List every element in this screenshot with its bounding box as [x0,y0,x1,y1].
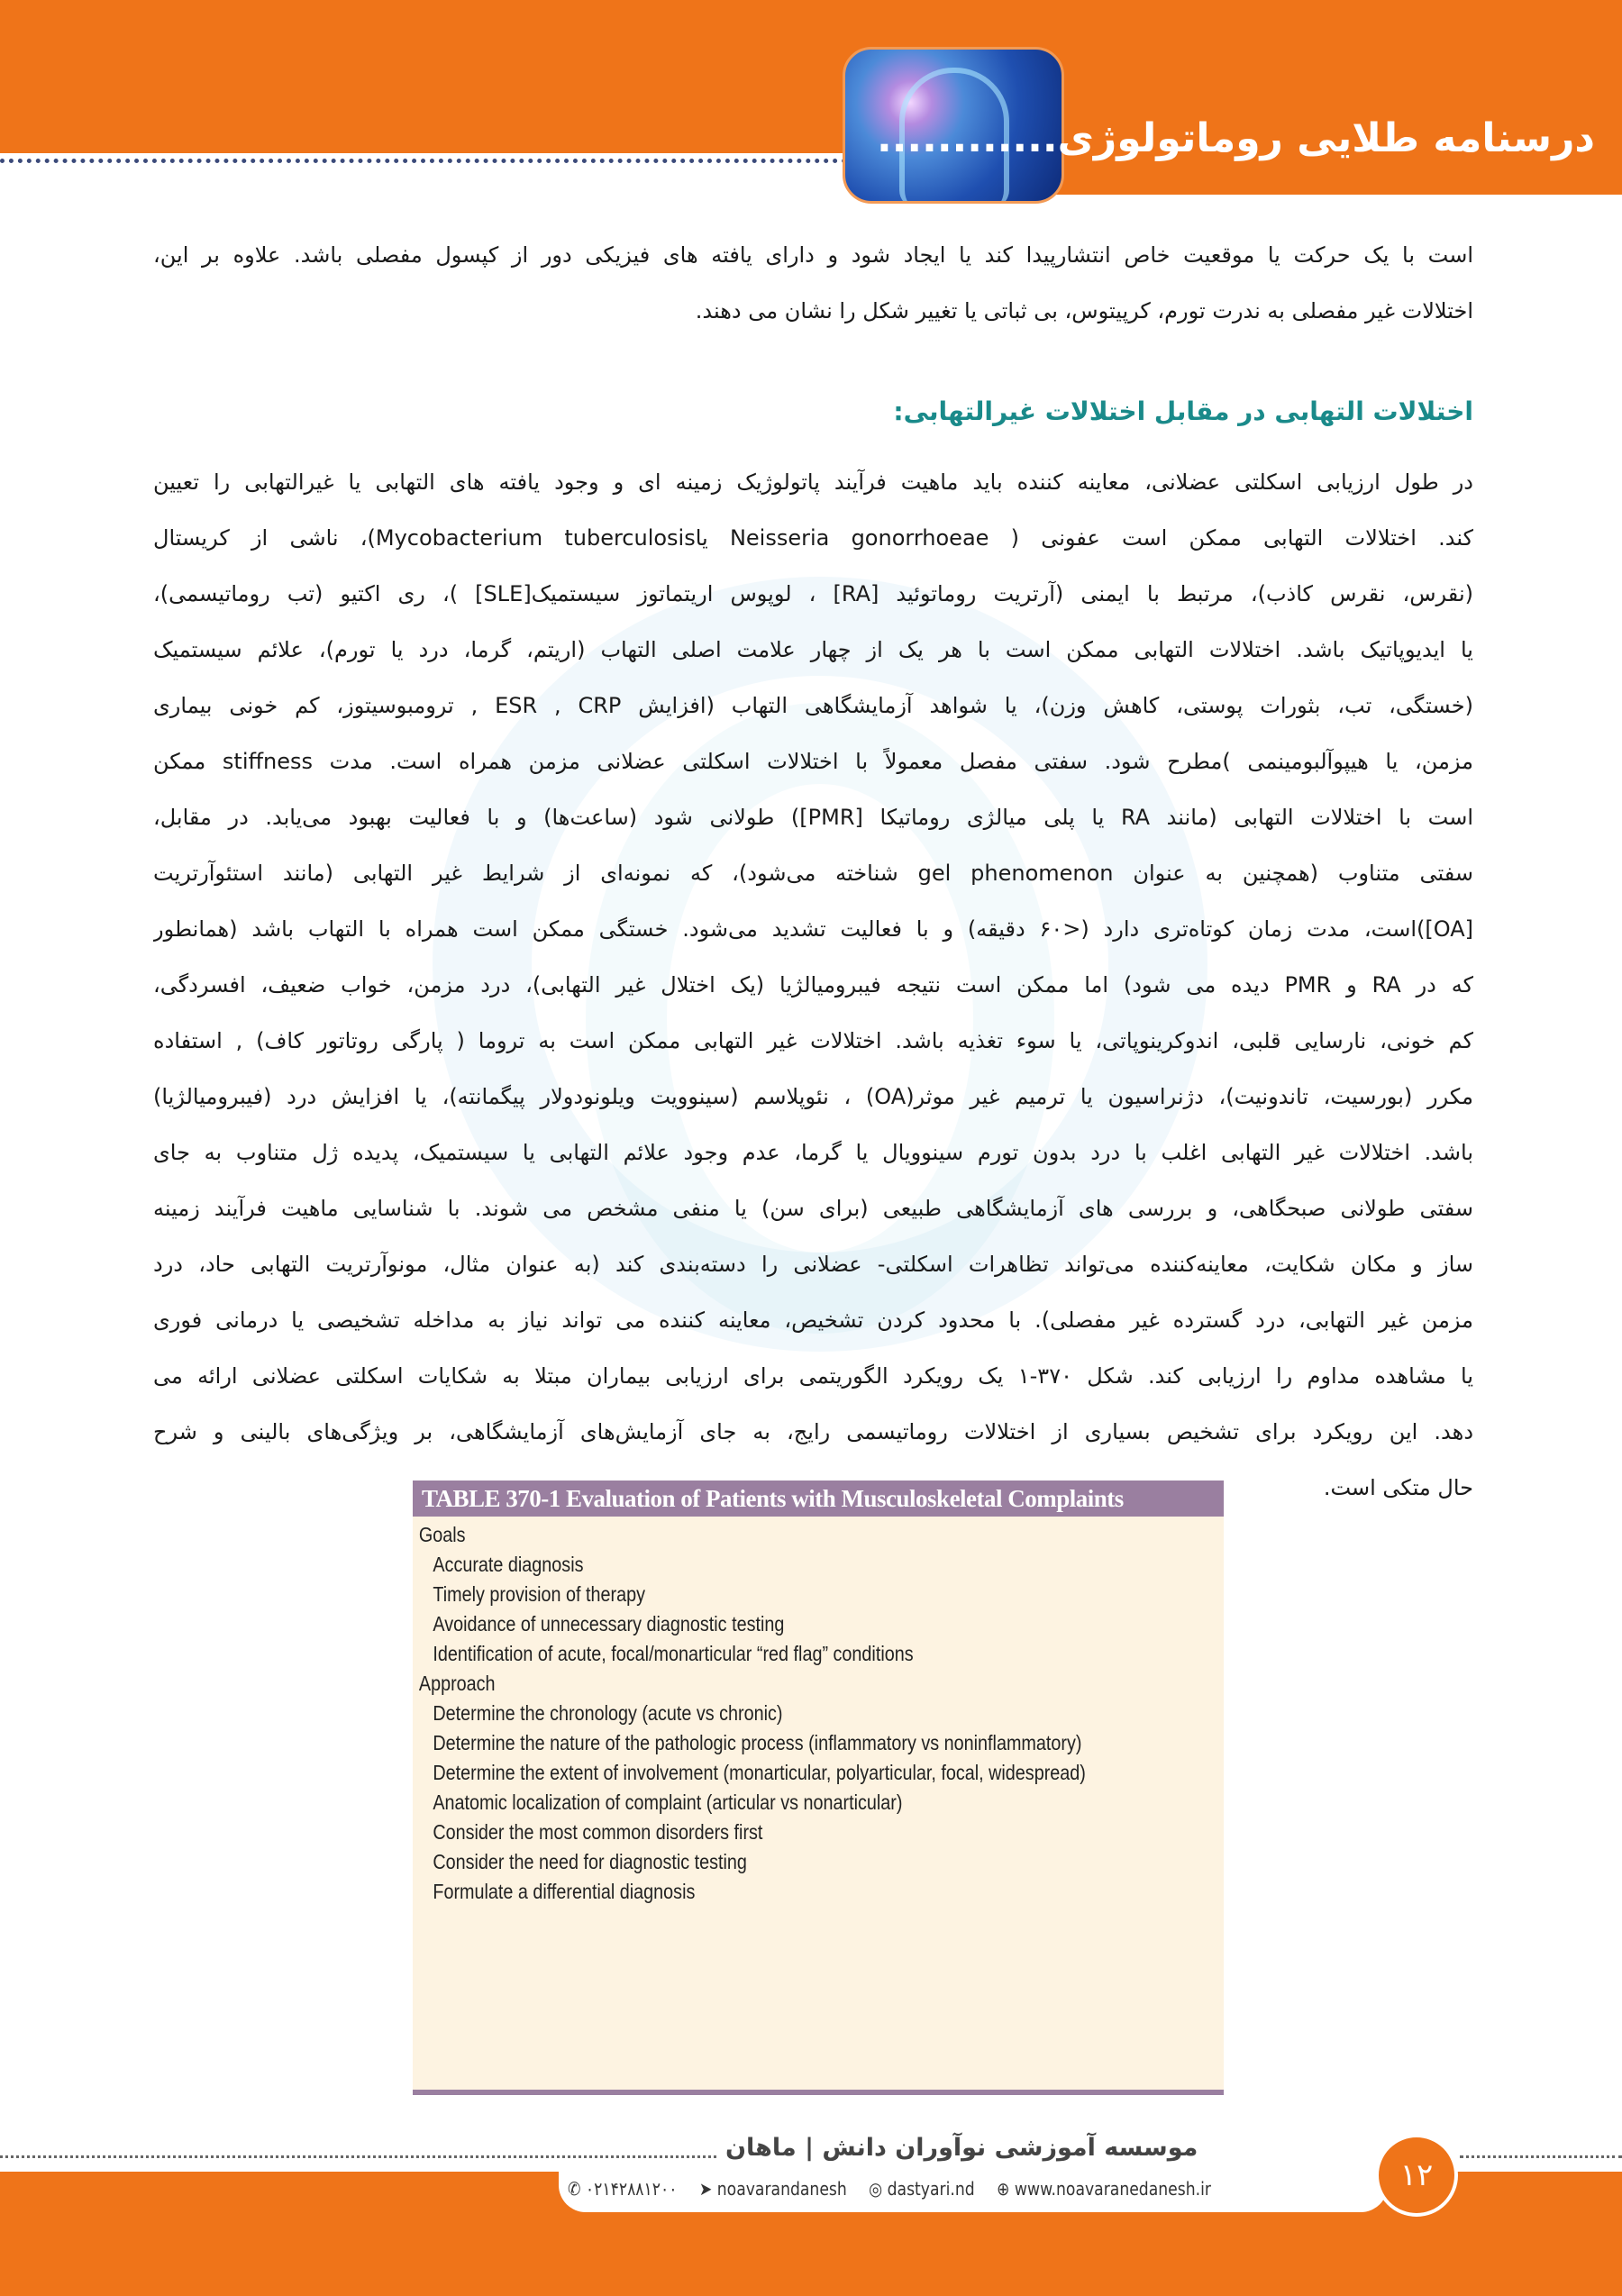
table-row: Determine the chronology (acute vs chronic) [433,1701,783,1725]
telegram-handle[interactable]: ➤ noavarandanesh [698,2178,847,2200]
text-line: (خستگی، تب، بثورات پوستی، کاهش وزن)، یا شواهد آزمایشگاهی التهاب (افزایش ESR , CRP , ترومبوسیتوز، کم خونی بیماری [153,693,1473,718]
text-line: ساز و مکان شکایت، معاینه‌کننده می‌تواند تظاهرات اسکلتی- عضلانی را دسته‌بندی کند (به عنوان مثال، مونوآرتریت التهابی حاد، درد [153,1252,1473,1277]
text-line: است با اختلالات التهابی (مانند RA یا پلی میالژی روماتیکا [PMR]) طولانی شود (ساعت‌ها) و با فعالیت بهبود می‌یابد. در مقابل، [153,805,1473,830]
text-line: مزمن غیر التهابی، درد گسترده غیر مفصلی). با محدود کردن تشخیص، معاینه کننده می تواند نیاز به مداخله تشخیصی یا درمانی فوری [153,1307,1473,1333]
table-title: TABLE 370-1 Evaluation of Patients with Musculoskeletal Complaints [413,1481,1224,1517]
table-row: Consider the most common disorders first [433,1820,763,1844]
table-row: Consider the need for diagnostic testing [433,1850,747,1873]
text-line: مزمن، یا هیپوآلبومینمی )مطرح شود. سفتی مفصل معمولاً با اختلالات اسکلتی عضلانی مزمن همراه است. مدت stiffness ممکن [153,749,1473,774]
main-paragraph [153,454,1473,1516]
header-dotted-divider [0,159,847,163]
text-line: دهد. این رویکرد برای تشخیص بسیاری از اختلالات روماتیسمی رایج، به جای آزمایش‌های آزمایشگاهی، بر ویژگی‌های بالینی و شرح [153,1419,1473,1444]
table-row: Formulate a differential diagnosis [433,1880,696,1903]
book-title: درسنامه طلایی روماتولوژی............ [876,115,1595,161]
text-line: سفتی متناوب (همچنین به عنوان gel phenomenon شناخته می‌شود)، که نمونه‌ای از شرایط غیر التهابی (مانند استئوآرتریت [153,861,1473,886]
text-line: [OA])است، مدت زمان کوتاه‌تری دارد (<۶۰ دقیقه) و با فعالیت تشدید می‌شود. خستگی ممکن است همراه با التهاب باشد (همانطور [153,916,1473,942]
institute-name: موسسه آموزشی نوآوران دانش | ماهان [725,2134,1198,2162]
text-line: اختلالات غیر مفصلی به ندرت تورم، کرپیتوس، بی ثباتی یا تغییر شکل را نشان می دهند. [695,298,1473,323]
page-number: ۱۲ [1375,2134,1458,2217]
footer-contacts [568,2172,1265,2206]
table-row: Timely provision of therapy [433,1582,645,1606]
website-link[interactable]: ⊕ www.noavaranedanesh.ir [997,2178,1211,2200]
table-row: Anatomic localization of complaint (articular vs nonarticular) [433,1790,903,1814]
section-heading: اختلالات التهابی در مقابل اختلالات غیرالتهابی: [893,396,1473,426]
evaluation-table [413,1481,1224,2095]
text-line: است با یک حرکت یا موقعیت خاص انتشارپیدا کند یا ایجاد شود و دارای یافته های فیزیکی دور از کپسول مفصلی باشد. علاوه بر این، [153,242,1473,268]
table-row: Avoidance of unnecessary diagnostic testing [433,1612,785,1635]
footer-dotted-divider-right [1460,2155,1622,2158]
table-section-label: Approach [418,1672,496,1695]
footer-dotted-divider-left [0,2155,716,2158]
text-line: حال متکی است. [1323,1475,1473,1500]
text-line: یا مشاهده مداوم را ارزیابی کند. شکل ۳۷۰-۱ یک رویکرد الگوریتمی برای ارزیابی بیماران مبتلا به شکایات اسکلتی عضلانی ارائه می [153,1363,1473,1389]
table-row: Accurate diagnosis [433,1553,584,1576]
table-body [413,1517,1110,1907]
table-row: Determine the nature of the pathologic process (inflammatory vs noninflammatory) [433,1731,1082,1754]
phone-number: ✆ ۰۲۱۴۲۸۸۱۲۰۰ [568,2178,678,2200]
text-line: مکرر (بورسیت، تاندونیت)، دژنراسیون یا ترمیم غیر موثر(OA) ، نئوپلاسم (سینوویت ویلونودولار پیگمانته)، یا افزایش درد (فیبرومیالژیا) [153,1084,1473,1109]
table-section-label: Goals [418,1523,466,1546]
text-line: (نقرس، نقرس کاذب)، مرتبط با ایمنی (آرتریت روماتوئید [RA] ، لوپوس اریتماتوز سیستمیک[SLE] )، ری اکتیو (تب روماتیسمی)، [153,581,1473,606]
table-row: Determine the extent of involvement (monarticular, polyarticular, focal, widespread) [433,1761,1086,1784]
text-line: کند. اختلالات التهابی ممکن است عفونی ( Neisseria gonorrhoeae یاMycobacterium tuberculosis)، ناشی از کریستال [153,525,1473,551]
text-line: که در RA و PMR دیده می شود) اما ممکن است نتیجه فیبرومیالژیا (یک اختلال غیر التهابی)، درد مزمن، خواب ضعیف، افسردگی، [153,972,1473,998]
intro-paragraph [153,227,1473,339]
text-line: کم خونی، نارسایی قلبی، اندوکرینوپاتی، یا سوء تغذیه باشد. اختلالات غیر التهابی ممکن است به تروما ( پارگی روتاتور کاف) , استفاده [153,1028,1473,1053]
instagram-handle[interactable]: ◎ dastyari.nd [869,2178,975,2200]
text-line: باشد. اختلالات غیر التهابی اغلب با درد بدون تورم سینوویال یا گرما، عدم وجود علائم التهابی یا سیستمیک، پدیده ژل متناوب به جای [153,1140,1473,1165]
text-line: در طول ارزیابی اسکلتی عضلانی، معاینه کننده باید ماهیت فرآیند پاتولوژیک زمینه ای و وجود یافته های التهابی یا غیرالتهابی را تعیین [153,469,1473,495]
text-line: سفتی طولانی صبحگاهی، و بررسی های آزمایشگاهی طبیعی (برای سن) یا منفی مشخص می شوند. با شناسایی ماهیت فرآیند زمینه [153,1196,1473,1221]
table-row: Identification of acute, focal/monarticular “red flag” conditions [433,1642,914,1665]
text-line: یا ایدیوپاتیک باشد. اختلالات التهابی ممکن است با هر یک از چهار علامت اصلی التهاب (اریتم، گرما، درد یا تورم)، علائم سیستمیک [153,637,1473,662]
